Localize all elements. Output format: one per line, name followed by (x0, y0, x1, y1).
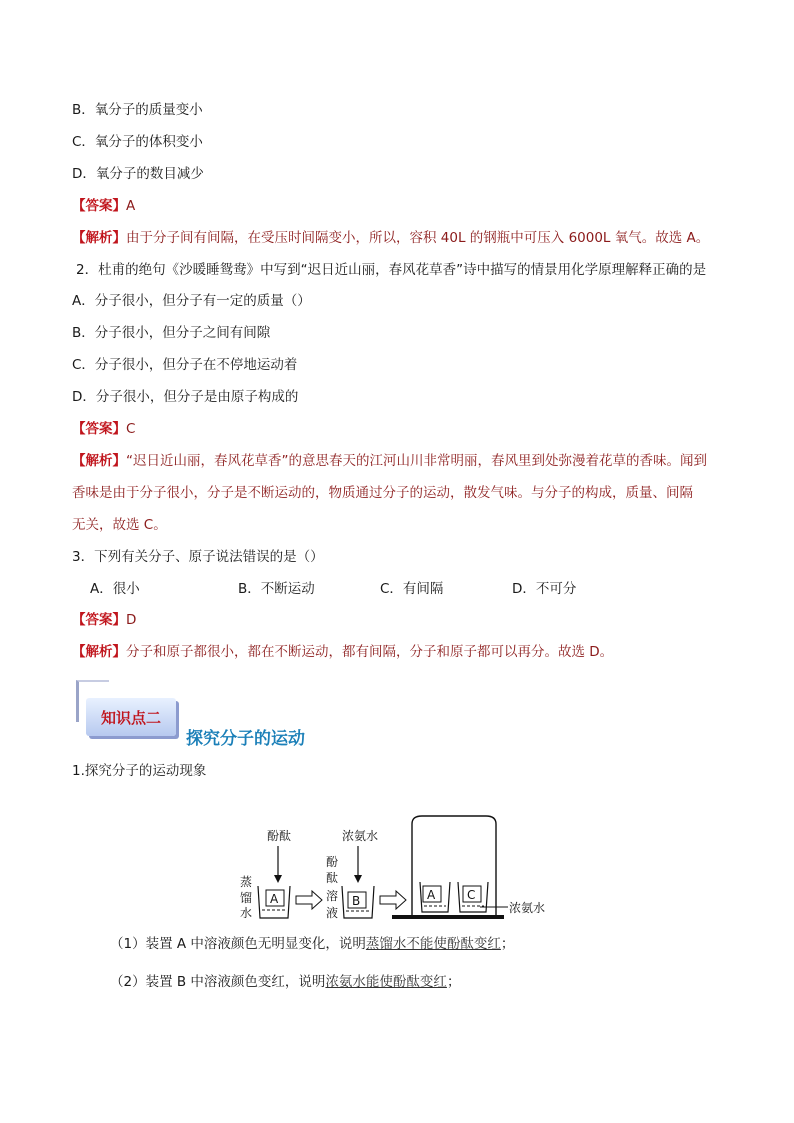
beaker-a2-label: A (427, 888, 436, 902)
label-phenol: 酚酞 (267, 829, 292, 843)
q2-option-c: C．分子很小，但分子在不停地运动着 (72, 357, 298, 373)
beaker-b-label: B (352, 894, 361, 908)
fill-blank-1: 蒸馏水不能使酚酞变红 (365, 936, 501, 952)
label-phenol-sol-4: 液 (326, 906, 339, 920)
label-phenol-sol-2: 酞 (326, 871, 339, 885)
question-2: 2．杜甫的绝句《沙暖睡鸳鸯》中写到“迟日近山丽，春风花草香”诗中描写的情景用化学原理解释正确的是 (76, 262, 707, 278)
q2-option-a: A．分子很小，但分子有一定的质量（） (72, 293, 311, 309)
explore-heading: 1.探究分子的运动现象 (72, 763, 207, 779)
line-option-b: B．氧分子的质量变小 (72, 102, 203, 118)
explanation-2-line-1: 【解析】“迟日近山丽，春风花草香”的意思春天的江河山川非常明丽，春风里到处弥漫着花草的香味。闻到 (72, 453, 707, 469)
label-ammonia-top: 浓氨水 (342, 829, 379, 843)
section-title: 探究分子的运动 (186, 729, 305, 749)
section-badge: 知识点二 (86, 698, 176, 736)
explanation-3: 【解析】分子和原子都很小，都在不断运动，都有间隔，分子和原子都可以再分。故选 D。 (72, 644, 614, 660)
beaker-a-label: A (270, 892, 279, 906)
fill-blank-2: 浓氨水能使酚酞变红 (325, 974, 447, 990)
answer-2: 【答案】C (72, 421, 136, 437)
explore-item-1: （1）装置 A 中溶液颜色无明显变化，说明蒸馏水不能使酚酞变红； (110, 936, 515, 952)
q3-option-b: B．不断运动 (238, 581, 315, 597)
explanation-2-line-2: 香味是由于分子很小，分子是不断运动的，物质通过分子的运动，散发气味。与分子的构成，质量、间隔 (72, 485, 693, 501)
beaker-c-label: C (467, 888, 476, 902)
label-water-3: 水 (240, 906, 253, 920)
q3-option-a: A．很小 (90, 581, 140, 597)
explanation-1: 【解析】由于分子间有间隔，在受压时间隔变小，所以，容积 40L 的钢瓶中可压入 6000L 氧气。故选 A。 (72, 230, 710, 246)
explore-item-2: （2）装置 B 中溶液颜色变红，说明浓氨水能使酚酞变红； (110, 974, 461, 990)
label-ammonia-side: 浓氨水 (509, 901, 546, 915)
line-option-d: D．氧分子的数目减少 (72, 166, 204, 182)
label-water-2: 馏 (240, 891, 253, 905)
q3-option-c: C．有间隔 (380, 581, 444, 597)
explanation-2-line-3: 无关，故选 C。 (72, 517, 167, 533)
line-option-c: C．氧分子的体积变小 (72, 134, 203, 150)
label-phenol-sol-1: 酚 (326, 855, 339, 869)
label-water-1: 蒸 (240, 875, 253, 889)
question-3: 3．下列有关分子、原子说法错误的是（） (72, 549, 324, 565)
label-phenol-sol-3: 溶 (326, 889, 339, 903)
answer-3: 【答案】D (72, 612, 137, 628)
answer-1: 【答案】A (72, 198, 136, 214)
experiment-diagram (230, 814, 560, 926)
q2-option-b: B．分子很小，但分子之间有间隙 (72, 325, 271, 341)
q3-option-d: D．不可分 (512, 581, 577, 597)
q2-option-d: D．分子很小，但分子是由原子构成的 (72, 389, 299, 405)
